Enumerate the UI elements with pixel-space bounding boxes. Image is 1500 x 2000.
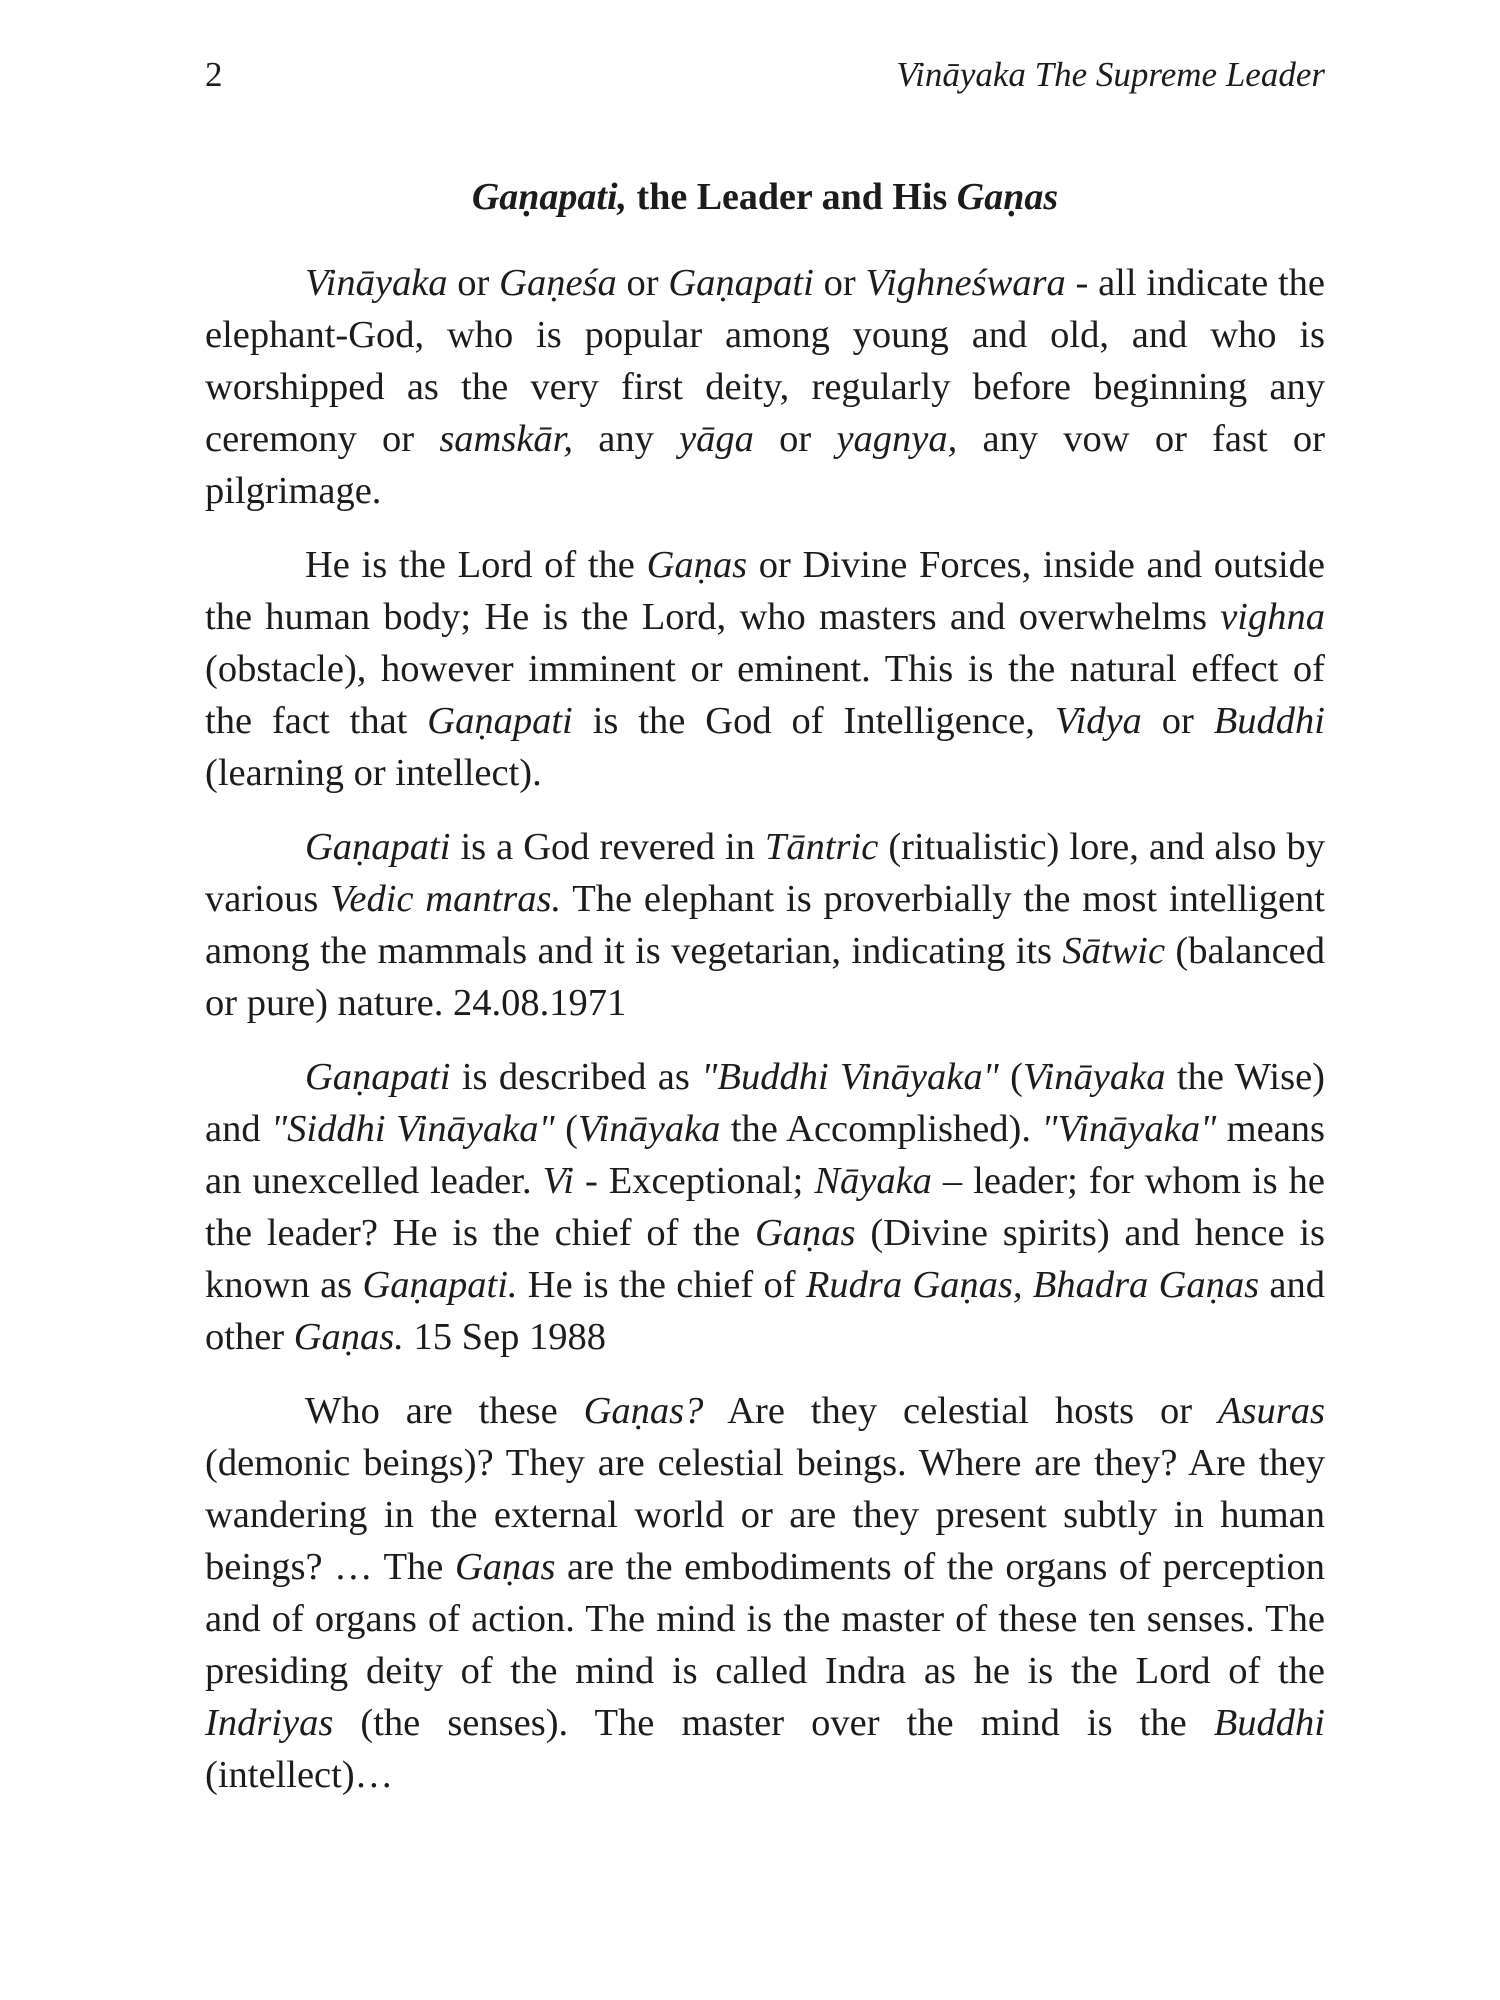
italic-term: Vināyaka: [577, 1107, 721, 1150]
text-run: (: [554, 1107, 578, 1150]
paragraph: [205, 1051, 1325, 1363]
text-run: are the embodiments of the organs of perception and of organs of action. The mind is the master of these ten senses. The presiding deity of the mind is called Indra as he is the Lord of the: [205, 1545, 1326, 1692]
italic-term: Asuras: [1218, 1389, 1325, 1432]
italic-term: Gaṇeśa: [499, 261, 617, 304]
italic-term: Rudra Gaṇas, Bhadra Gaṇas: [805, 1263, 1260, 1306]
text-run: (: [998, 1055, 1023, 1098]
text-run: the Accomplished).: [720, 1107, 1042, 1150]
text-run: or: [753, 417, 837, 460]
italic-term: samskār,: [439, 417, 574, 460]
italic-term: yagnya,: [836, 417, 958, 460]
book-page: [205, 40, 1325, 1823]
text-run: or: [616, 261, 669, 304]
page-number: 2: [205, 55, 223, 94]
running-header: [205, 40, 1325, 110]
text-run: – leader; for whom is he the leader? He is the chief of the: [205, 1159, 1325, 1254]
section-heading: [205, 175, 1325, 221]
heading-part: Gaṇapati,: [471, 176, 628, 218]
italic-term: "Vināyaka": [1041, 1107, 1217, 1150]
text-run: means an unexcelled leader.: [205, 1107, 1326, 1202]
italic-term: Nāyaka: [814, 1159, 932, 1202]
italic-term: Gaṇas: [646, 543, 748, 586]
paragraph: [205, 821, 1325, 1029]
paragraph: [205, 257, 1325, 517]
text-run: Are they celestial hosts or: [703, 1389, 1219, 1432]
italic-term: Gaṇapati: [668, 261, 814, 304]
text-run: or: [813, 261, 866, 304]
italic-term: "Buddhi Vināyaka": [701, 1055, 999, 1098]
text-run: (intellect)…: [205, 1753, 394, 1796]
italic-term: Vi: [542, 1159, 574, 1202]
text-run: - all indicate the elephant-God, who is popular among young and old, and who is worshipped as the very first deity, regularly before beginning any ceremony or: [205, 261, 1325, 460]
text-run: is described as: [450, 1055, 702, 1098]
text-run: (the senses). The master over the mind is the: [333, 1701, 1214, 1744]
text-run: He is the chief of: [517, 1263, 806, 1306]
text-run: (learning or intellect).: [205, 751, 542, 794]
italic-term: Vināyaka: [305, 261, 448, 304]
italic-term: Vināyaka: [1022, 1055, 1166, 1098]
text-run: or: [447, 261, 500, 304]
text-run: The elephant is proverbially the most intelligent among the mammals and it is vegetarian, indicating its: [205, 877, 1326, 972]
text-run: Who are these: [305, 1389, 584, 1432]
text-run: is a God revered in: [450, 825, 765, 868]
text-run: 15 Sep 1988: [403, 1315, 607, 1358]
italic-term: Gaṇapati: [427, 699, 573, 742]
text-run: He is the Lord of the: [305, 543, 647, 586]
italic-term: Gaṇapati: [305, 1055, 451, 1098]
italic-term: Vidya: [1054, 699, 1142, 742]
text-run: (Divine spirits) and hence is known as: [205, 1211, 1325, 1306]
text-run: is the God of Intelligence,: [572, 699, 1055, 742]
text-run: (balanced or pure) nature. 24.08.1971: [205, 929, 1325, 1024]
italic-term: Tāntric: [764, 825, 879, 868]
text-run: any: [573, 417, 680, 460]
text-run: - Exceptional;: [573, 1159, 815, 1202]
text-run: (demonic beings)? They are celestial beings. Where are they? Are they wandering in the external world or are they present subtly in human beings? … The: [205, 1441, 1325, 1588]
italic-term: Gaṇapati: [305, 825, 451, 868]
text-run: (obstacle), however imminent or eminent. This is the natural effect of the fact that: [205, 647, 1325, 742]
italic-term: Gaṇas: [755, 1211, 856, 1254]
italic-term: Vedic mantras.: [330, 877, 562, 920]
running-title: Vināyaka The Supreme Leader: [896, 55, 1325, 94]
text-run: any vow or fast or pilgrimage.: [205, 417, 1326, 512]
text-run: or: [1141, 699, 1214, 742]
italic-term: vighna: [1220, 595, 1325, 638]
italic-term: yāga: [679, 417, 754, 460]
text-run: and other: [205, 1263, 1325, 1358]
italic-term: "Siddhi Vināyaka": [271, 1107, 555, 1150]
text-run: the Wise) and: [205, 1055, 1325, 1150]
paragraph: [205, 539, 1325, 799]
heading-part: Gaṇas: [956, 176, 1059, 218]
italic-term: Indriyas: [205, 1701, 334, 1744]
italic-term: Vighneśwara: [865, 261, 1066, 304]
italic-term: Buddhi: [1213, 1701, 1325, 1744]
italic-term: Sātwic: [1062, 929, 1166, 972]
italic-term: Gaṇas.: [293, 1315, 404, 1358]
text-run: or Divine Forces, inside and outside the human body; He is the Lord, who masters and overwhelms: [205, 543, 1325, 638]
italic-term: Gaṇas?: [583, 1389, 704, 1432]
italic-term: Gaṇas: [454, 1545, 556, 1588]
italic-term: Gaṇapati.: [362, 1263, 518, 1306]
italic-term: Buddhi: [1213, 699, 1325, 742]
heading-part: the Leader and His: [627, 176, 957, 218]
text-run: (ritualistic) lore, and also by various: [205, 825, 1325, 920]
paragraph: [205, 1385, 1325, 1801]
